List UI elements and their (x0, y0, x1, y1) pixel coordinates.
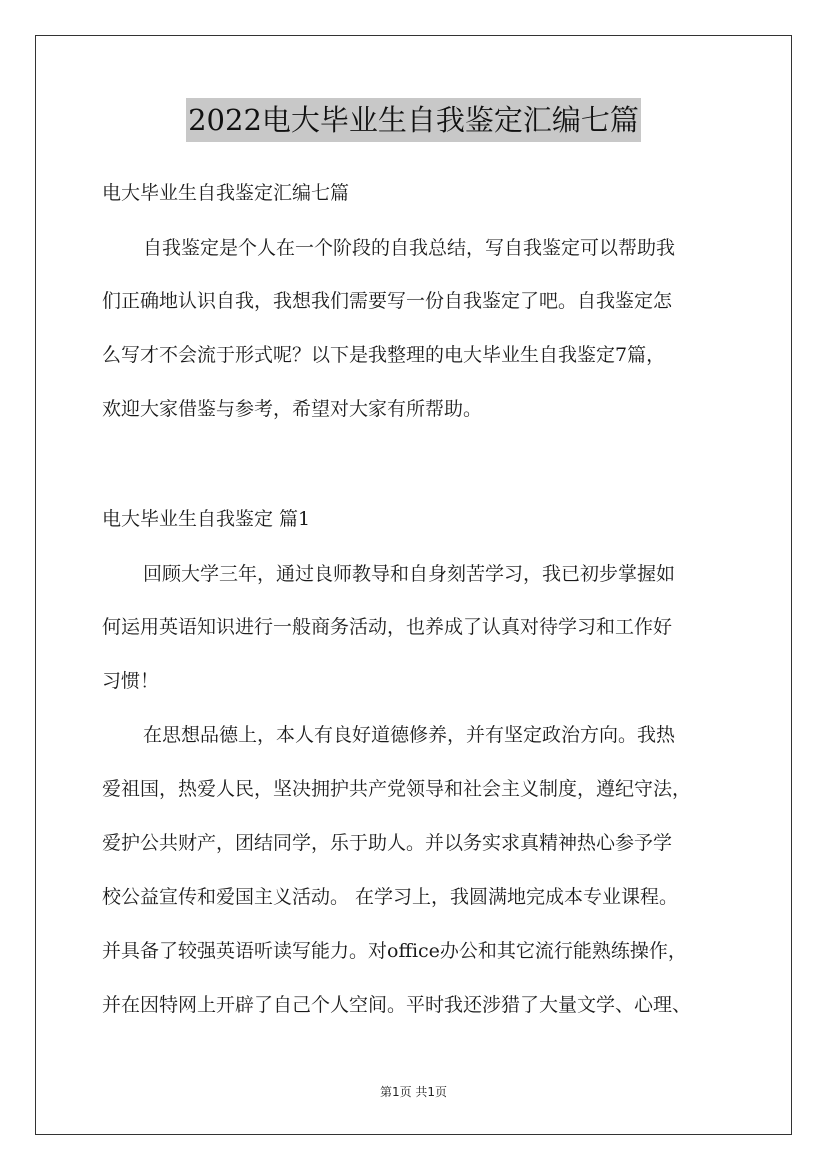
intro-line-3: 么写才不会流于形式呢？以下是我整理的电大毕业生自我鉴定7篇， (102, 344, 666, 366)
intro-line-4: 欢迎大家借鉴与参考，希望对大家有所帮助。 (102, 398, 483, 420)
document-title: 2022电大毕业生自我鉴定汇编七篇 (186, 98, 641, 142)
page-footer: 第1页 共1页 (379, 1085, 448, 1099)
para1-line-2: 何运用英语知识进行一般商务活动，也养成了认真对待学习和工作好 (102, 616, 673, 638)
para2-line-3: 爱护公共财产，团结同学，乐于助人。并以务实求真精神热心参予学 (102, 832, 673, 854)
para2-line-4: 校公益宣传和爱国主义活动。 在学习上，我圆满地完成本专业课程。 (102, 886, 679, 908)
para2-line-5: 并具备了较强英语听读写能力。对office办公和其它流行能熟练操作， (102, 940, 687, 962)
para1-line-3: 习惯！ (102, 670, 160, 692)
para2-line-6: 并在因特网上开辟了自己个人空间。平时我还涉猎了大量文学、心理、 (102, 994, 692, 1016)
section-heading: 电大毕业生自我鉴定 篇1 (102, 508, 311, 530)
intro-line-2: 们正确地认识自我，我想我们需要写一份自我鉴定了吧。自我鉴定怎 (102, 290, 673, 312)
intro-line-1: 自我鉴定是个人在一个阶段的自我总结，写自我鉴定可以帮助我 (143, 237, 676, 259)
para2-line-2: 爱祖国，热爱人民，坚决拥护共产党领导和社会主义制度，遵纪守法， (102, 778, 692, 800)
document-subtitle: 电大毕业生自我鉴定汇编七篇 (102, 182, 350, 204)
title-container (0, 98, 827, 142)
para1-line-1: 回顾大学三年，通过良师教导和自身刻苦学习，我已初步掌握如 (143, 563, 676, 585)
para2-line-1: 在思想品德上，本人有良好道德修养，并有坚定政治方向。我热 (143, 724, 676, 746)
